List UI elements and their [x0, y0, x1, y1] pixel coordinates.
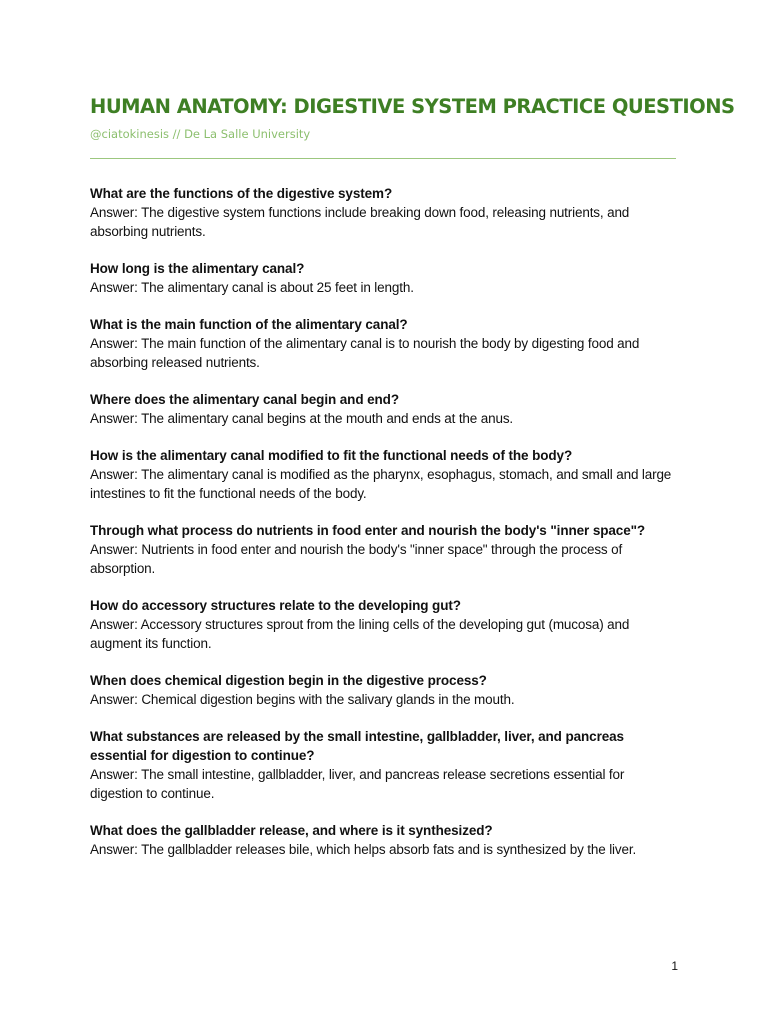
answer: Answer: The main function of the alimentary canal is to nourish the body by digesting food and absorbing released nutrients.: [90, 336, 640, 370]
document-title: HUMAN ANATOMY: DIGESTIVE SYSTEM PRACTICE QUESTIONS: [90, 95, 735, 118]
qa-item: [90, 390, 680, 428]
answer: Answer: The small intestine, gallbladder, liver, and pancreas release secretions essential for digestion to continue.: [90, 767, 625, 801]
qa-item: [90, 671, 680, 709]
qa-item: [90, 315, 680, 372]
question: How do accessory structures relate to the developing gut?: [90, 598, 461, 613]
qa-item: [90, 446, 680, 503]
answer: Answer: The alimentary canal begins at the mouth and ends at the anus.: [90, 411, 514, 426]
qa-item: [90, 727, 680, 803]
qa-item: [90, 821, 680, 859]
question: Through what process do nutrients in food enter and nourish the body's "inner space"?: [90, 523, 646, 538]
document-header: [90, 92, 735, 142]
qa-item: [90, 596, 680, 653]
answer: Answer: The alimentary canal is modified as the pharynx, esophagus, stomach, and small and large intestines to fit the functional needs of the body.: [90, 467, 672, 501]
answer: Answer: Chemical digestion begins with the salivary glands in the mouth.: [90, 692, 515, 707]
question: What is the main function of the alimentary canal?: [90, 317, 408, 332]
answer: Answer: The alimentary canal is about 25 feet in length.: [90, 280, 414, 295]
question: How is the alimentary canal modified to fit the functional needs of the body?: [90, 448, 573, 463]
answer: Answer: The gallbladder releases bile, which helps absorb fats and is synthesized by the liver.: [90, 842, 637, 857]
question: When does chemical digestion begin in the digestive process?: [90, 673, 487, 688]
qa-list: [90, 184, 680, 877]
qa-item: [90, 521, 680, 578]
header-divider: [90, 158, 676, 159]
qa-item: [90, 259, 680, 297]
document-subtitle: @ciatokinesis // De La Salle University: [90, 127, 311, 141]
qa-item: [90, 184, 680, 241]
question: How long is the alimentary canal?: [90, 261, 305, 276]
answer: Answer: Accessory structures sprout from the lining cells of the developing gut (mucosa) and augment its function.: [90, 617, 630, 651]
question: What substances are released by the small intestine, gallbladder, liver, and pancreas essential for digestion to continue?: [90, 729, 624, 763]
question: What does the gallbladder release, and where is it synthesized?: [90, 823, 493, 838]
page-number: 1: [671, 959, 678, 973]
question: Where does the alimentary canal begin and end?: [90, 392, 399, 407]
question: What are the functions of the digestive system?: [90, 186, 393, 201]
answer: Answer: Nutrients in food enter and nourish the body's "inner space" through the process of absorption.: [90, 542, 623, 576]
answer: Answer: The digestive system functions include breaking down food, releasing nutrients, and absorbing nutrients.: [90, 205, 630, 239]
